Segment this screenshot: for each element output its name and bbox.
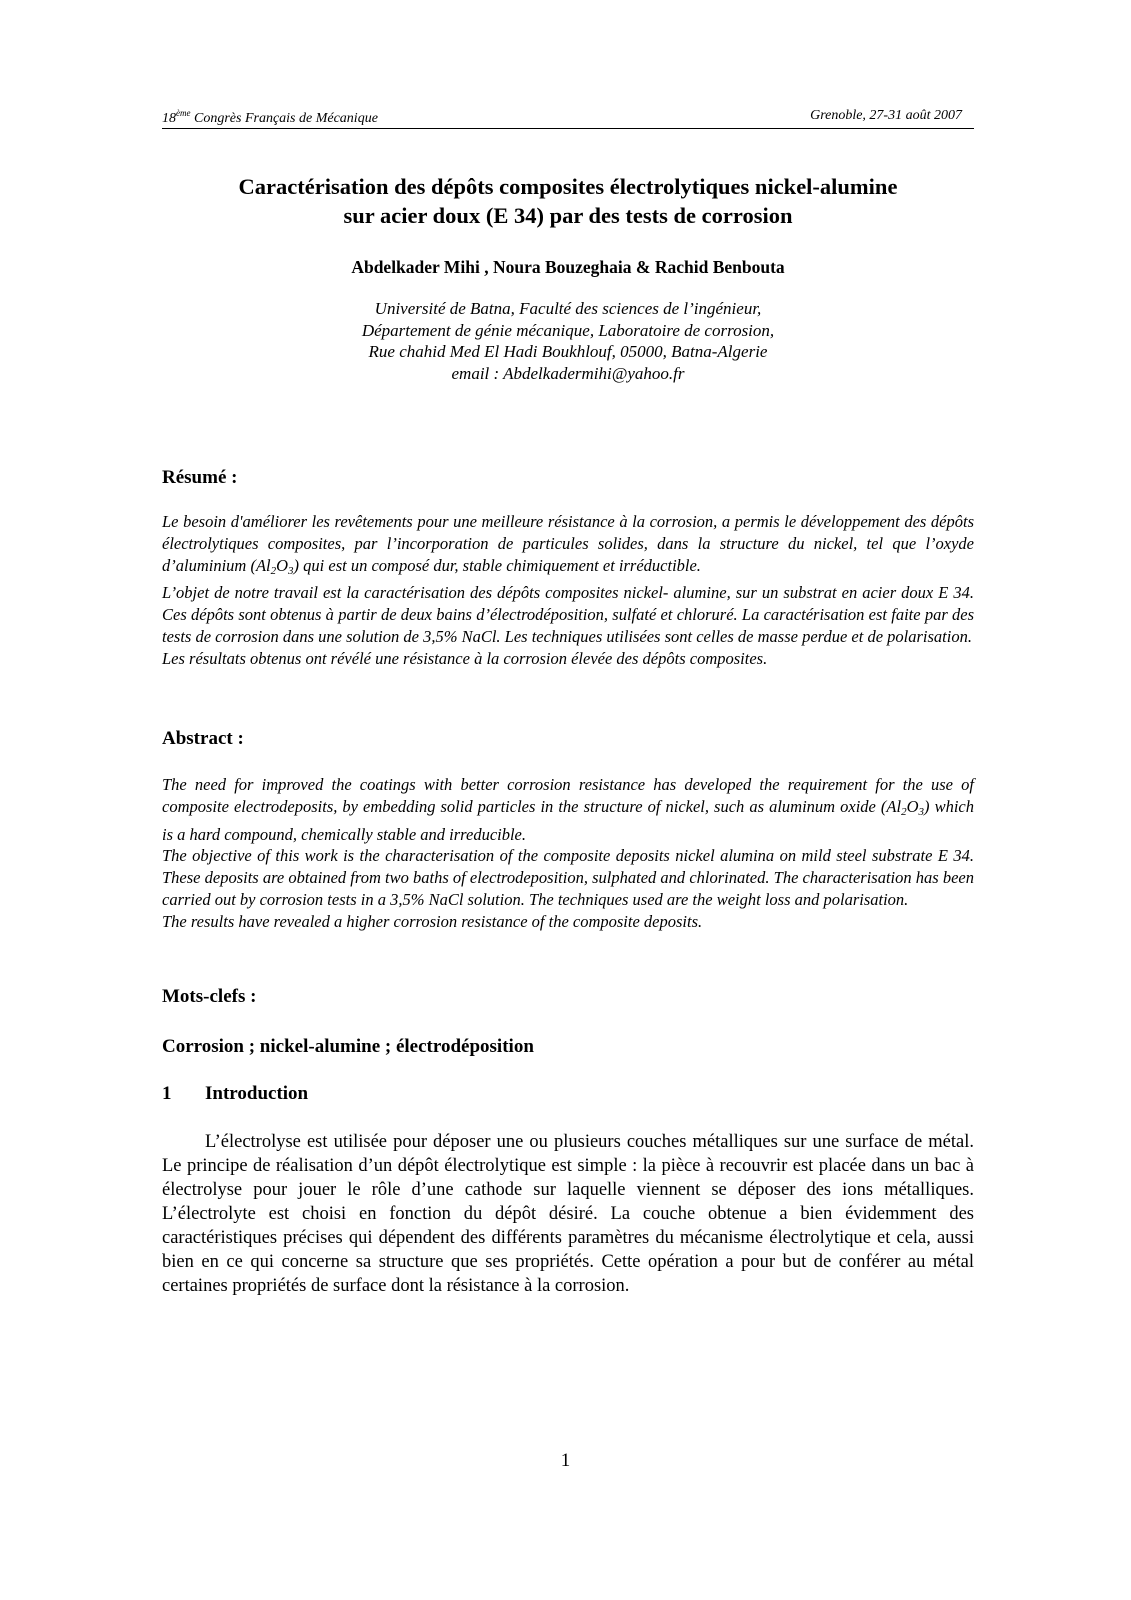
email: email : Abdelkadermihi@yahoo.fr	[451, 363, 685, 383]
section-number: 1	[162, 1083, 172, 1104]
title-line-2: sur acier doux (E 34) par des tests de corrosion	[343, 203, 793, 228]
abstract-paragraph-3: The results have revealed a higher corrosion resistance of the composite deposits.	[162, 911, 703, 931]
resume-paragraph-3: Les résultats obtenus ont révélé une résistance à la corrosion élevée des dépôts composites.	[162, 648, 768, 668]
section-title: Introduction	[205, 1083, 309, 1104]
page-number: 1	[560, 1450, 571, 1471]
resume-text	[162, 511, 974, 670]
abstract-text	[162, 774, 974, 933]
keywords-heading: Mots-clefs :	[162, 986, 257, 1007]
abstract-paragraph-1: The need for improved the coatings with better corrosion resistance has developed the requirement for the use of composite electrodeposits, by embedding solid particles in the structure of nickel, such as aluminum oxide $(Al_2O_3)$ which is a hard compound, chemically stable and irreducible.	[162, 775, 974, 844]
resume-heading: Résumé :	[162, 467, 238, 488]
abstract-heading: Abstract :	[162, 728, 244, 749]
running-header	[162, 106, 974, 129]
conference-name: 18ème Congrès Français de Mécanique	[162, 108, 378, 126]
keywords-list: Corrosion ; nickel-alumine ; électrodéposition	[162, 1036, 534, 1057]
affiliation: Université de Batna, Faculté des sciences de l’ingénieur, Département de génie mécanique, Laboratoire de corrosion, Rue chahid Med El Hadi Boukhlouf, 05000, Batna-Algerie email : Abdelkadermihi@yahoo.fr	[162, 298, 974, 384]
abstract-paragraph-2: The objective of this work is the characterisation of the composite deposits nickel alumina on mild steel substrate E 34. These deposits are obtained from two baths of electrodeposition, sulphated and chlorinated. The characterisation has been carried out by corrosion tests in a 3,5% NaCl solution. The techniques used are the weight loss and polarisation.	[162, 846, 974, 909]
resume-paragraph-1: Le besoin d'améliorer les revêtements pour une meilleure résistance à la corrosion, a permis le développement des dépôts électrolytiques composites, par l’incorporation de particules solides, dans la structure du nickel, tel que l’oxyde d’aluminium $(Al_2O_3)$ qui est un composé dur, stable chimiquement et irréductible.	[162, 512, 974, 577]
title-line-1: Caractérisation des dépôts composites électrolytiques nickel-alumine	[238, 174, 898, 199]
resume-paragraph-2: L’objet de notre travail est la caractérisation des dépôts composites nickel- alumine, sur un substrat en acier doux E 34. Ces dépôts sont obtenus à partir de deux bains d’électrodéposition, sulfaté et chloruré. La caractérisation est faite par des tests de corrosion dans une solution de 3,5% NaCl. Les techniques utilisées sont celles de masse perdue et de polarisation.	[162, 583, 974, 646]
location-date: Grenoble, 27-31 août 2007	[810, 108, 962, 123]
introduction-paragraph: L’électrolyse est utilisée pour déposer une ou plusieurs couches métalliques sur une surface de métal. Le principe de réalisation d’un dépôt électrolytique est simple : la pièce à recouvrir est placée dans un bac à électrolyse pour jouer le rôle d’une cathode sur laquelle viennent se déposer des ions métalliques. L’électrolyte est choisi en fonction du dépôt désiré. La couche obtenue a bien évidemment des caractéristiques précises qui dépendent des différents paramètres du mécanisme électrolytique et cela, aussi bien en ce qui concerne sa structure que ses propriétés. Cette opération a pour but de conférer au métal certaines propriétés de surface dont la résistance à la corrosion.	[162, 1132, 974, 1296]
paper-title	[162, 172, 974, 230]
authors: Abdelkader Mihi , Noura Bouzeghaia & Rachid Benbouta	[351, 257, 785, 277]
